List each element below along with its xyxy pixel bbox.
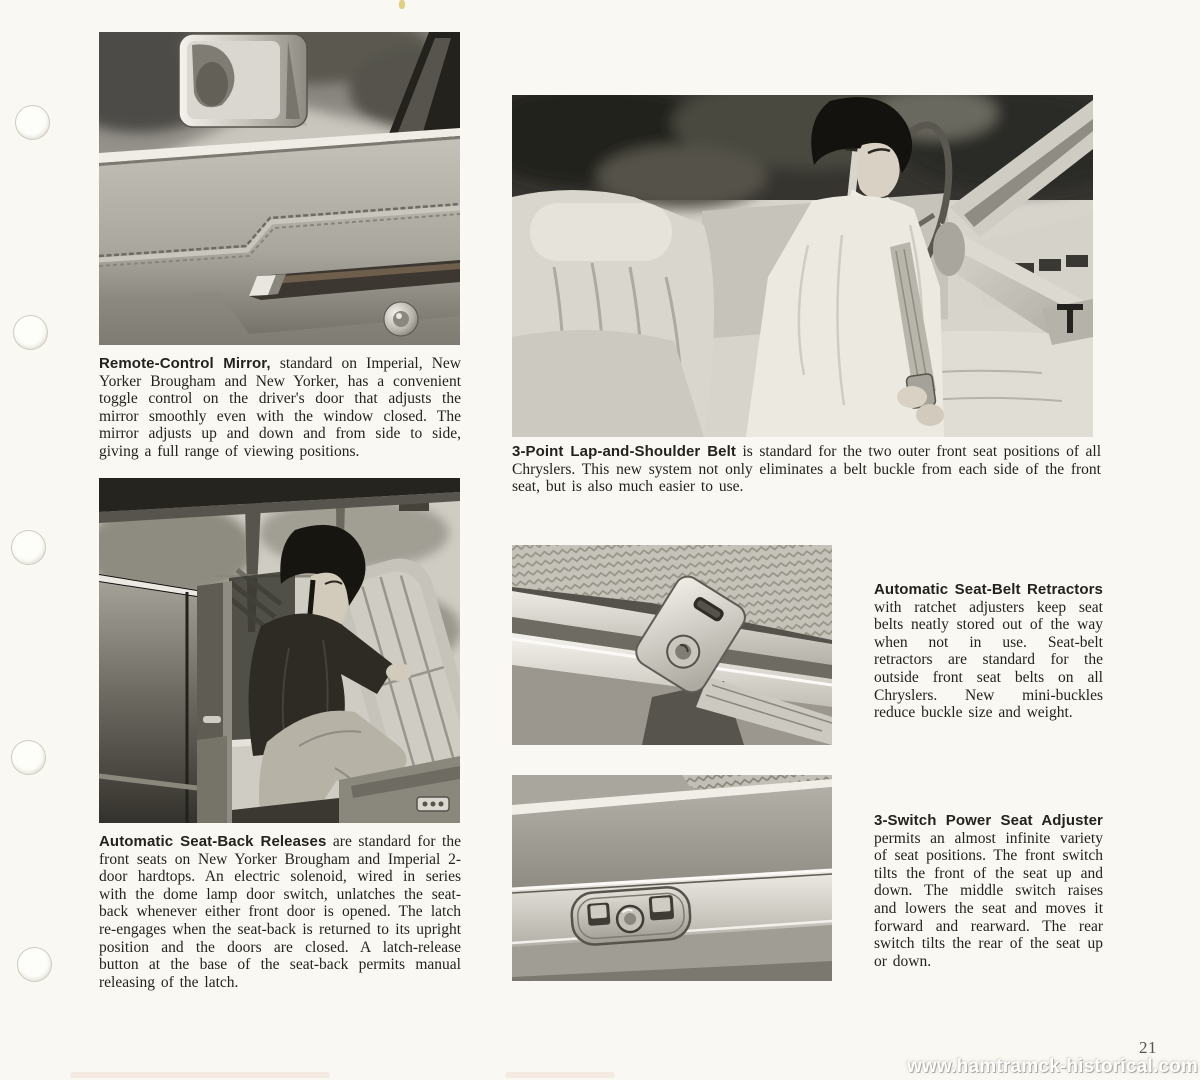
power-seat-adjuster-illustration (512, 775, 832, 981)
caption-power-seat-adjuster (874, 812, 1103, 970)
caption-seat-back-release (99, 833, 461, 991)
caption-heading: Remote-Control Mirror, (99, 355, 271, 372)
caption-heading: Automatic Seat-Belt Retractors (874, 581, 1103, 598)
lap-shoulder-belt-illustration (512, 95, 1093, 437)
binder-hole (13, 315, 48, 350)
caption-body: permits an almost infinite variety of seat positions. The front switch tilts the front of the seat up and down. The middle switch raises and lowers the seat and moves it forward and rearward. The rear switch tilts the rear of the seat up or down. (874, 829, 1103, 970)
photo-seat-belt-retractor (512, 545, 832, 745)
photo-seat-back-release (99, 478, 460, 823)
caption-lap-shoulder-belt (512, 443, 1101, 496)
binder-hole (11, 530, 46, 565)
caption-heading: 3-Point Lap-and-Shoulder Belt (512, 443, 736, 460)
caption-heading: 3-Switch Power Seat Adjuster (874, 812, 1103, 829)
watermark-url: www.hamtramck-historical.com (906, 1056, 1198, 1077)
binder-hole (17, 947, 52, 982)
caption-seat-belt-retractor (874, 581, 1103, 722)
binder-hole (11, 740, 46, 775)
caption-body: with ratchet adjusters keep seat belts neatly stored out of the way when not in use. Seat-belt retractors are standard for the outside front seat belts on all Chryslers. New mini-buckles reduce buckle size and weight. (874, 598, 1103, 722)
caption-body: is standard for the two outer front seat positions of all Chryslers. This new system not only eliminates a belt buckle from each side of the front seat, but is also much easier to use. (512, 443, 1102, 496)
photo-remote-control-mirror (99, 32, 460, 345)
page-number: 21 (1139, 1038, 1157, 1057)
photo-lap-shoulder-belt (512, 95, 1093, 437)
scan-speck (399, 0, 405, 9)
photo-power-seat-adjuster (512, 775, 832, 981)
caption-body: standard on Imperial, New Yorker Brougham and New Yorker, has a convenient toggle control on the driver's door that adjusts the mirror smoothly even with the window closed. The mirror adjusts up and down and from side to side, giving a full range of viewing positions. (99, 355, 461, 460)
remote-mirror-illustration (99, 32, 460, 345)
seat-belt-retractor-illustration (512, 545, 832, 745)
caption-remote-control-mirror (99, 355, 461, 461)
caption-body: are standard for the front seats on New Yorker Brougham and Imperial 2-door hardtops. An electric solenoid, wired in series with the dome lamp door switch, unlatches the seat-back whenever either front door is opened. The latch re-engages when the seat-back is returned to its upright position and the doors are closed. A latch-release button at the base of the seat-back permits manual releasing of the latch. (99, 833, 461, 991)
scan-smudge (505, 1072, 615, 1078)
scan-smudge (70, 1072, 330, 1078)
seat-back-release-illustration (99, 478, 460, 823)
caption-heading: Automatic Seat-Back Releases (99, 833, 327, 850)
binder-hole (15, 105, 50, 140)
